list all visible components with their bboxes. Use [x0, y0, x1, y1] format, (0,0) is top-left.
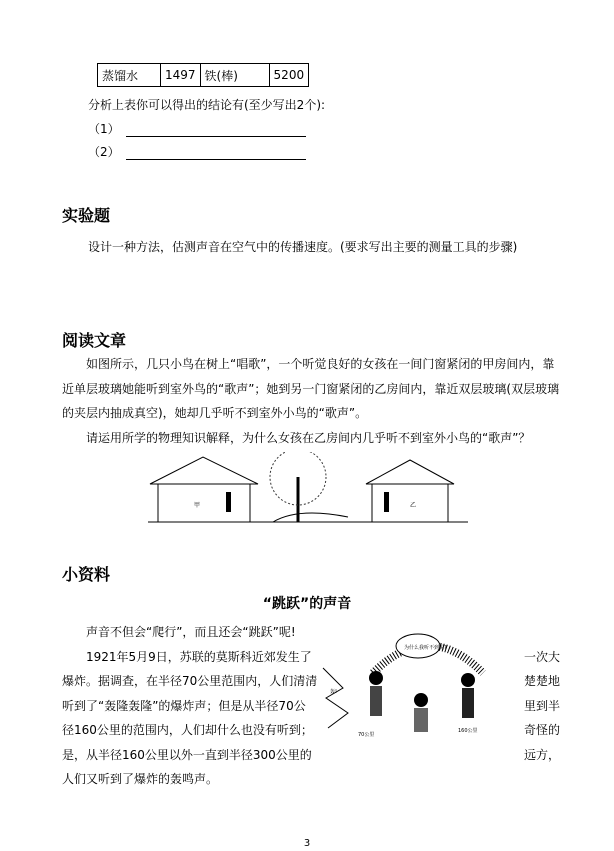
info-heading: 小资料 — [62, 565, 111, 584]
text-line: 径160公里的范围内，人们却什么也没有听到； — [62, 723, 313, 737]
experiment-text: 设计一种方法，估测声音在空气中的传播速度。(要求写出主要的测量工具的步骤) — [88, 240, 518, 254]
text-line: 如图所示，几只小鸟在树上“唱歌”，一个听觉良好的女孩在一间门窗紧闭的甲房间内，靠 — [62, 357, 555, 371]
text-line: 一次大 — [523, 649, 560, 664]
text-line: 人们又听到了爆炸的轰鸣声。 — [62, 772, 219, 786]
houses-tree-illustration — [148, 452, 468, 524]
article-right-column — [508, 620, 560, 767]
text-line: 声音不但会“爬行”，而且还会“跳跃”呢! — [62, 625, 296, 639]
answer-label: （1） — [88, 122, 120, 136]
table-cell: 1497 — [161, 64, 201, 87]
text-line: 的夹层内抽成真空)，她却几乎听不到室外小鸟的“歌声”。 — [62, 406, 368, 420]
text-line: 近单层玻璃她能听到室外鸟的“歌声”；她到另一门窗紧闭的乙房间内，靠近双层玻璃(双层玻璃 — [62, 381, 560, 396]
article-title: “跳跃”的声音 — [262, 596, 352, 612]
answer-label: （2） — [88, 145, 120, 159]
page-number: 3 — [303, 838, 311, 849]
reading-heading: 阅读文章 — [62, 331, 127, 350]
distance-label: 70公里 — [358, 732, 375, 738]
text-line: 里到半 — [523, 698, 560, 713]
sound-jump-illustration — [318, 628, 508, 758]
text-line: 请运用所学的物理知识解释，为什么女孩在乙房间内几乎听不到室外小鸟的“歌声”？ — [62, 430, 531, 445]
distance-label: 160公里 — [458, 728, 478, 734]
text-line: 听到了“轰隆轰隆”的爆炸声；但是从半径70公 — [62, 698, 306, 713]
room-label-yi: 乙 — [410, 502, 417, 509]
experiment-heading: 实验题 — [62, 206, 111, 225]
answer-line-1[interactable] — [88, 120, 306, 137]
analysis-prompt: 分析上表你可以得出的结论有(至少写出2个): — [88, 98, 326, 112]
text-line: 爆炸。据调查，在半径70公里范围内，人们清清 — [62, 674, 318, 688]
text-line: 是，从半径160公里以外一直到半径300公里的 — [62, 747, 312, 762]
text-line: 奇怪的 — [523, 723, 560, 737]
table-cell: 蒸馏水 — [98, 64, 161, 87]
data-table — [97, 63, 309, 87]
answer-line-2[interactable] — [88, 143, 306, 160]
table-cell: 5200 — [269, 64, 309, 87]
bubble-text: 为什么我听不到呢? — [404, 645, 447, 651]
article-left-column — [62, 620, 317, 792]
text-line: 楚楚地 — [523, 674, 560, 688]
reading-paragraph — [62, 352, 559, 450]
room-label-jia: 甲 — [194, 502, 201, 509]
blast-label: 轰! — [330, 689, 338, 695]
text-line: 1921年5月9日，苏联的莫斯科近郊发生了 — [62, 649, 312, 664]
text-line: 远方， — [523, 747, 560, 762]
table-cell: 铁(棒) — [200, 64, 269, 87]
